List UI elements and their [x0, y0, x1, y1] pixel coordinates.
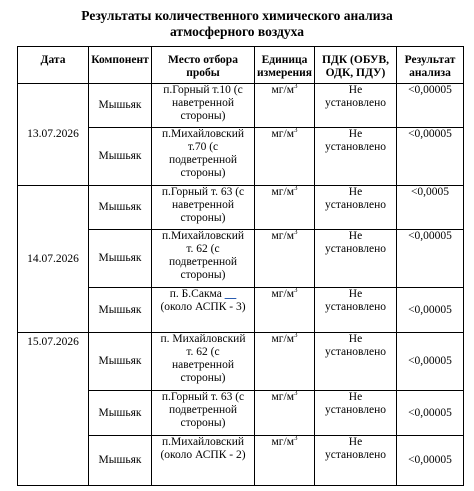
result-cell: <0,00005 — [397, 391, 464, 436]
date-cell: 15.07.2026 — [18, 333, 89, 486]
limit-cell: Не установлено — [315, 436, 397, 486]
header-result: Результат анализа — [397, 47, 464, 84]
header-limit: ПДК (ОБУВ, ОДК, ПДУ) — [315, 47, 397, 84]
unit-cell: $мг/м^3$ — [255, 84, 315, 128]
unit-cell: $мг/м^3$ — [255, 128, 315, 186]
place-cell: п. Михайловский т. 62 (с наветренной стороны) — [152, 333, 255, 391]
place-cell: п.Горный т. 63 (с подветренной стороны) — [152, 391, 255, 436]
limit-cell: Не установлено — [315, 391, 397, 436]
unit-cell: $мг/м^3$ — [255, 288, 315, 333]
place-cell: п.Горный т. 63 (с наветренной стороны) — [152, 186, 255, 230]
footnote-link[interactable]: __ — [224, 288, 237, 300]
header-unit: Единица измерения — [255, 47, 315, 84]
place-cell: п. Б.Сакма __ (около АСПК - 3) — [152, 288, 255, 333]
unit-cell: $мг/м^3$ — [255, 436, 315, 486]
limit-cell: Не установлено — [315, 84, 397, 128]
limit-cell: Не установлено — [315, 230, 397, 288]
component-cell: Мышьяк — [89, 230, 152, 288]
result-cell: <0,00005 — [397, 436, 464, 486]
title-line-1: Результаты количественного химического анализа — [81, 8, 393, 23]
header-row — [18, 47, 464, 84]
place-cell: п.Горный т.10 (с наветренной стороны) — [152, 84, 255, 128]
date-cell: 13.07.2026 — [18, 84, 89, 186]
header-component: Компонент — [89, 47, 152, 84]
unit-cell: $мг/м^3$ — [255, 333, 315, 391]
component-cell: Мышьяк — [89, 186, 152, 230]
component-cell: Мышьяк — [89, 436, 152, 486]
header-date: Дата — [18, 47, 89, 84]
unit-cell: $мг/м^3$ — [255, 186, 315, 230]
component-cell: Мышьяк — [89, 391, 152, 436]
unit-cell: $мг/м^3$ — [255, 230, 315, 288]
date-cell: 14.07.2026 — [18, 186, 89, 333]
result-cell: <0,00005 — [397, 128, 464, 186]
component-cell: Мышьяк — [89, 128, 152, 186]
component-cell: Мышьяк — [89, 84, 152, 128]
header-place: Место отбора пробы — [152, 47, 255, 84]
place-cell: п.Михайловский (около АСПК - 2) — [152, 436, 255, 486]
limit-cell: Не установлено — [315, 128, 397, 186]
results-table — [17, 46, 464, 486]
title-line-2: атмосферного воздуха — [170, 24, 304, 39]
result-cell: <0,00005 — [397, 288, 464, 333]
table-row — [18, 333, 464, 391]
result-cell: <0,0005 — [397, 186, 464, 230]
table-row — [18, 84, 464, 128]
limit-cell: Не установлено — [315, 333, 397, 391]
limit-cell: Не установлено — [315, 288, 397, 333]
document-title — [0, 8, 474, 40]
component-cell: Мышьяк — [89, 288, 152, 333]
limit-cell: Не установлено — [315, 186, 397, 230]
result-cell: <0,00005 — [397, 84, 464, 128]
table-row — [18, 186, 464, 230]
unit-cell: $мг/м^3$ — [255, 391, 315, 436]
place-cell: п.Михайловский т.70 (с подветренной стороны) — [152, 128, 255, 186]
component-cell: Мышьяк — [89, 333, 152, 391]
place-cell: п.Михайловский т. 62 (с подветренной стороны) — [152, 230, 255, 288]
result-cell: <0,00005 — [397, 230, 464, 288]
result-cell: <0,00005 — [397, 333, 464, 391]
